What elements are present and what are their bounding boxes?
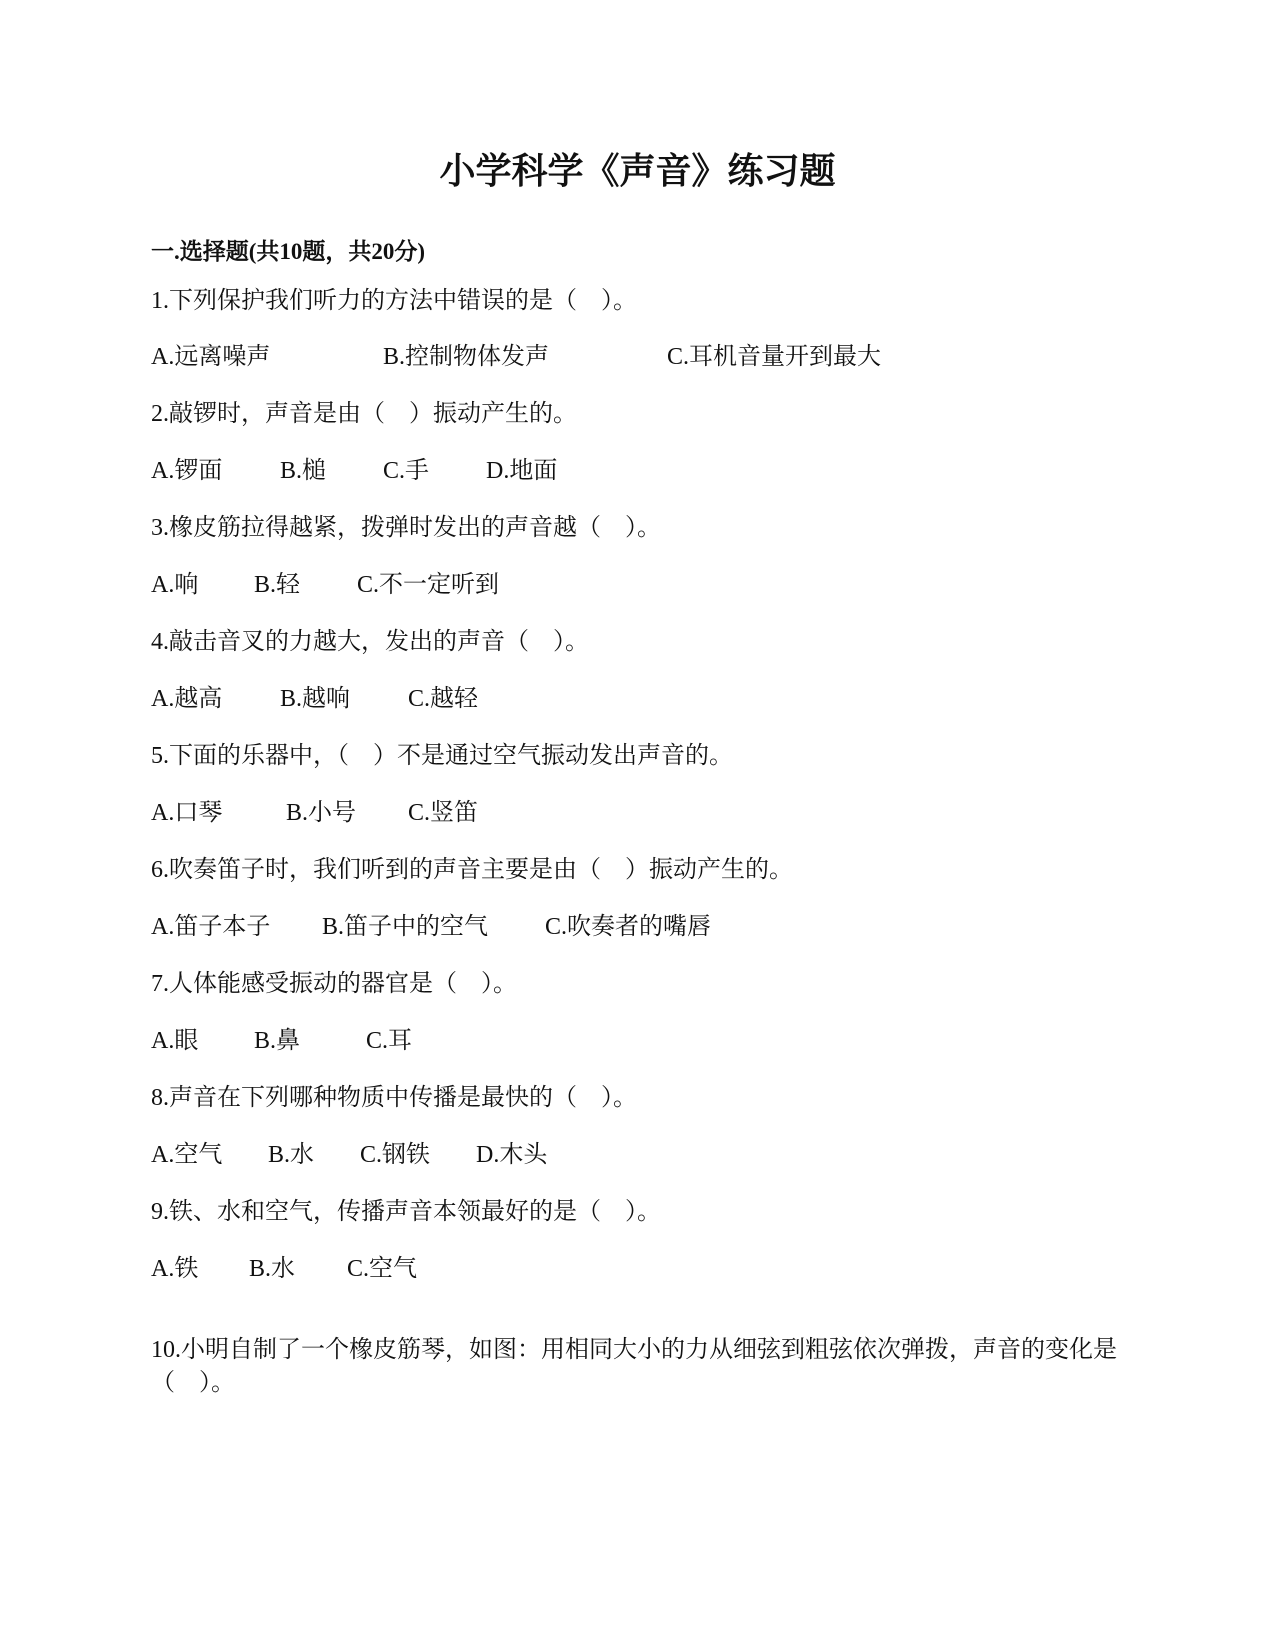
question-option: B.轻 xyxy=(254,572,301,598)
question-option: C.不一定听到 xyxy=(357,572,500,598)
question-option: B.笛子中的空气 xyxy=(322,914,489,940)
question-option: B.水 xyxy=(268,1142,315,1168)
question-stem: 3.橡皮筋拉得越紧，拨弹时发出的声音越（ ）。 xyxy=(151,515,661,541)
question-option: B.控制物体发声 xyxy=(383,344,550,370)
question-option: C.耳机音量开到最大 xyxy=(667,344,882,370)
question-option: C.耳 xyxy=(366,1028,413,1054)
question-option: C.越轻 xyxy=(408,686,479,712)
question-stem: 1.下列保护我们听力的方法中错误的是（ ）。 xyxy=(151,288,637,314)
question-option: C.手 xyxy=(383,458,430,484)
question-option: A.远离噪声 xyxy=(151,344,271,370)
question-option: B.鼻 xyxy=(254,1028,301,1054)
question-stem: 4.敲击音叉的力越大，发出的声音（ ）。 xyxy=(151,629,589,655)
section-heading: 一.选择题(共10题，共20分) xyxy=(151,239,426,264)
question-option: C.吹奏者的嘴唇 xyxy=(545,914,712,940)
question-option: A.越高 xyxy=(151,686,223,712)
question-option: C.空气 xyxy=(347,1256,418,1282)
question-stem: 5.下面的乐器中，（ ）不是通过空气振动发出声音的。 xyxy=(151,743,733,769)
question-option: B.水 xyxy=(249,1256,296,1282)
question-stem: 8.声音在下列哪种物质中传播是最快的（ ）。 xyxy=(151,1085,637,1111)
question-option: A.锣面 xyxy=(151,458,223,484)
question-option: B.槌 xyxy=(280,458,327,484)
question-option: D.木头 xyxy=(476,1142,548,1168)
question-stem: 2.敲锣时，声音是由（ ）振动产生的。 xyxy=(151,401,577,427)
question-option: B.越响 xyxy=(280,686,351,712)
question-stem: 9.铁、水和空气，传播声音本领最好的是（ ）。 xyxy=(151,1199,661,1225)
question-option: C.竖笛 xyxy=(408,800,479,826)
question-option: C.钢铁 xyxy=(360,1142,431,1168)
question-option: B.小号 xyxy=(286,800,357,826)
question-option: A.空气 xyxy=(151,1142,223,1168)
page-title: 小学科学《声音》练习题 xyxy=(439,151,836,191)
question-option: A.口琴 xyxy=(151,800,223,826)
question-option: A.响 xyxy=(151,572,199,598)
question-stem: 6.吹奏笛子时，我们听到的声音主要是由（ ）振动产生的。 xyxy=(151,857,793,883)
question-option: D.地面 xyxy=(486,458,558,484)
question-option: A.眼 xyxy=(151,1028,199,1054)
question-stem: 7.人体能感受振动的器官是（ ）。 xyxy=(151,971,517,997)
question-stem: 10.小明自制了一个橡皮筋琴，如图：用相同大小的力从细弦到粗弦依次弹拨，声音的变化是（ ）。 xyxy=(151,1337,1117,1396)
question-option: A.笛子本子 xyxy=(151,914,271,940)
question-option: A.铁 xyxy=(151,1256,199,1282)
